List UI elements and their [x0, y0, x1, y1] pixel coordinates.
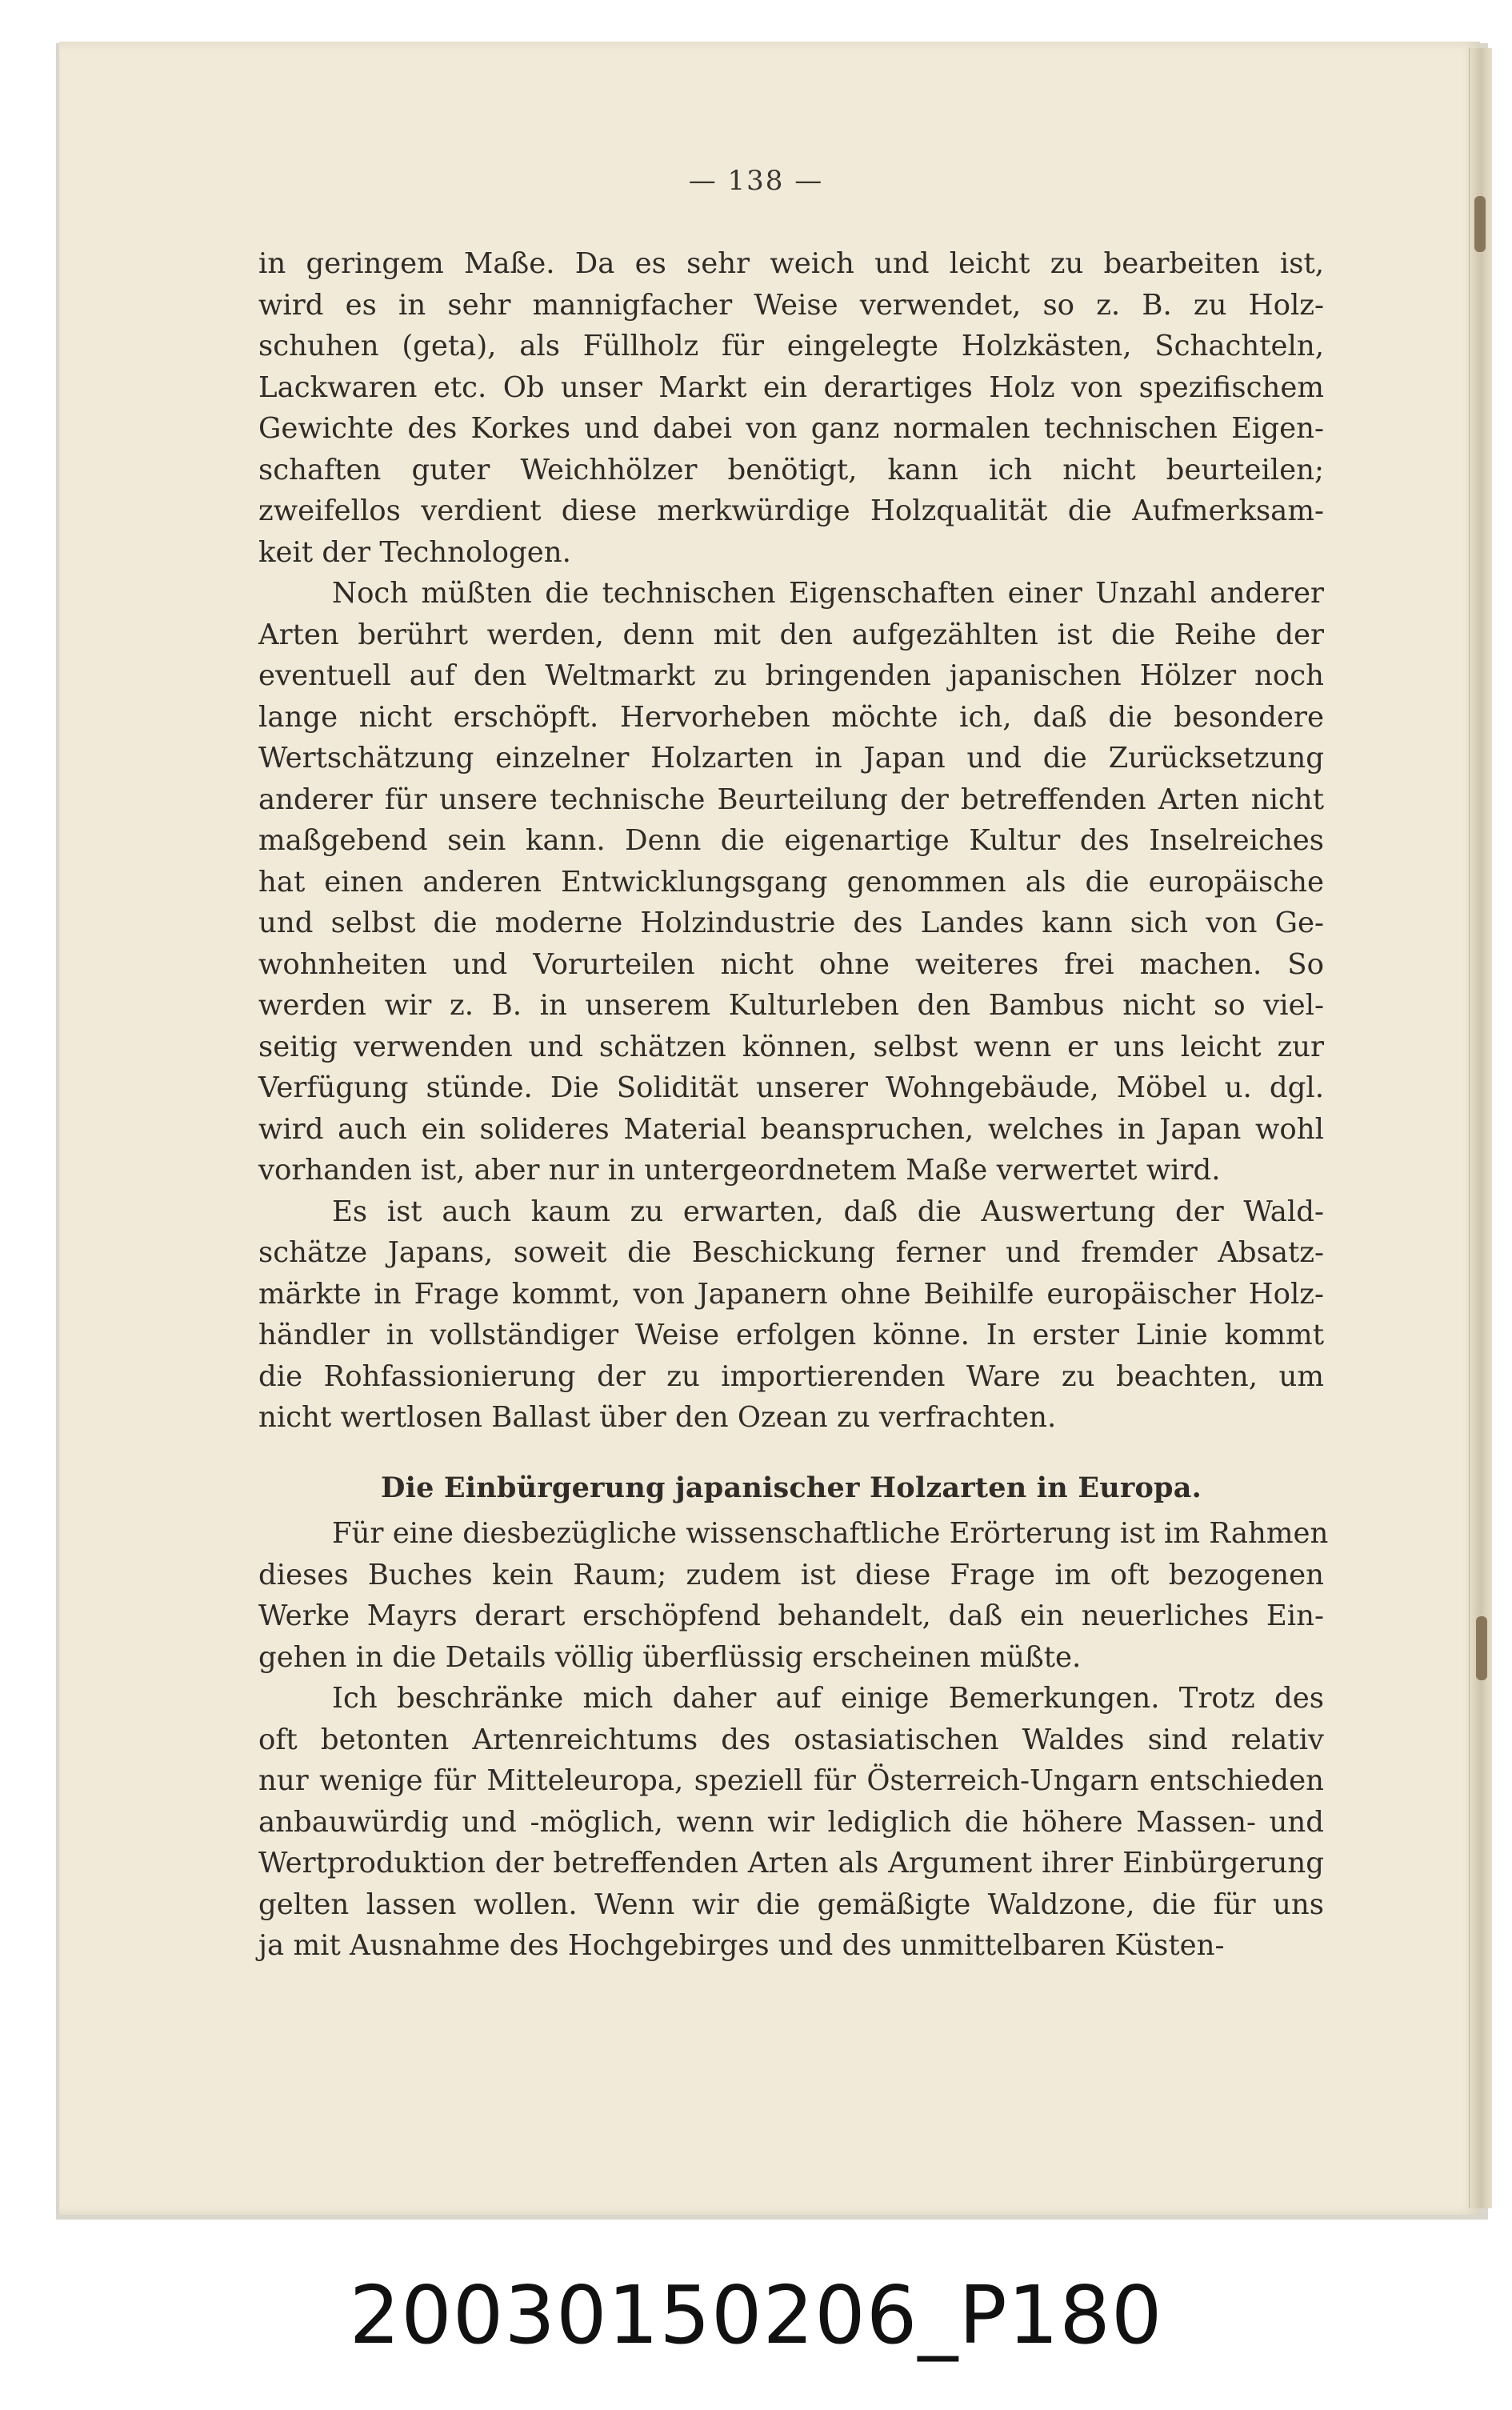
- text-line: werden wir z. B. in unserem Kulturleben den Bambus nicht so viel-: [258, 989, 1324, 1022]
- paragraph: [258, 1678, 1324, 1967]
- text-line: anbauwürdig und -möglich, wenn wir lediglich die höhere Massen- und: [258, 1805, 1324, 1839]
- text-line: gehen in die Details völlig überflüssig erscheinen müßte.: [258, 1640, 1082, 1674]
- text-line: nur wenige für Mitteleuropa, speziell für Österreich-Ungarn entschieden: [258, 1764, 1324, 1797]
- text-line: eventuell auf den Weltmarkt zu bringenden japanischen Hölzer noch: [258, 659, 1324, 692]
- archive-id-label: 20030150206_P180: [349, 2268, 1163, 2362]
- text-line: zweifellos verdient diese merkwürdige Holzqualität die Aufmerksam-: [258, 494, 1324, 527]
- text-line: lange nicht erschöpft. Hervorheben möchte ich, daß die besondere: [258, 700, 1324, 734]
- paragraph: [258, 1513, 1329, 1678]
- section-heading: Die Einbürgerung japanischer Holzarten in Europa.: [381, 1471, 1202, 1504]
- text-line: seitig verwenden und schätzen können, selbst wenn er uns leicht zur: [258, 1030, 1324, 1063]
- text-line: schuhen (geta), als Füllholz für eingelegte Holzkästen, Schachteln,: [258, 330, 1324, 362]
- text-line: Gewichte des Korkes und dabei von ganz normalen technischen Eigen-: [258, 412, 1324, 445]
- text-line: nicht wertlosen Ballast über den Ozean zu verfrachten.: [258, 1401, 1057, 1434]
- text-line: wird es in sehr mannigfacher Weise verwendet, so z. B. zu Holz-: [258, 288, 1324, 322]
- text-line: Verfügung stünde. Die Solidität unserer Wohngebäude, Möbel u. dgl.: [258, 1071, 1324, 1104]
- paragraph: [258, 243, 1324, 573]
- text-line: Werke Mayrs derart erschöpfend behandelt, daß ein neuerliches Ein-: [258, 1599, 1324, 1632]
- text-line: hat einen anderen Entwicklungsgang genommen als die europäische: [258, 865, 1324, 899]
- text-line: Für eine diesbezügliche wissenschaftliche Erörterung ist im Rahmen: [332, 1517, 1329, 1550]
- text-line: anderer für unsere technische Beurteilung der betreffenden Arten nicht: [258, 783, 1324, 816]
- text-line: Wertproduktion der betreffenden Arten als Argument ihrer Einbürgerung: [258, 1847, 1324, 1880]
- text-line: wird auch ein solideres Material beanspruchen, welches in Japan wohl: [258, 1112, 1324, 1146]
- text-line: händler in vollständiger Weise erfolgen könne. In erster Linie kommt: [258, 1319, 1324, 1351]
- text-line: dieses Buches kein Raum; zudem ist diese Frage im oft bezogenen: [258, 1558, 1324, 1591]
- text-line: schätze Japans, soweit die Beschickung ferner und fremder Absatz-: [258, 1236, 1324, 1269]
- text-line: wohnheiten und Vorurteilen nicht ohne weiteres frei machen. So: [258, 947, 1324, 981]
- text-line: gelten lassen wollen. Wenn wir die gemäßigte Waldzone, die für uns: [258, 1888, 1324, 1921]
- text-line: ja mit Ausnahme des Hochgebirges und des unmittelbaren Küsten-: [258, 1929, 1225, 1962]
- binding-stain: [1476, 1616, 1487, 1680]
- text-line: Arten berührt werden, denn mit den aufgezählten ist die Reihe der: [258, 618, 1324, 651]
- text-line: schaften guter Weichhölzer benötigt, kann ich nicht beurteilen;: [258, 453, 1324, 486]
- text-line: Es ist auch kaum zu erwarten, daß die Auswertung der Wald-: [332, 1195, 1324, 1228]
- text-line: keit der Technologen.: [258, 535, 571, 569]
- binding-stain: [1474, 196, 1486, 252]
- paragraph: [258, 1191, 1324, 1439]
- text-line: maßgebend sein kann. Denn die eigenartige Kultur des Inselreiches: [258, 824, 1324, 857]
- text-line: die Rohfassionierung der zu importierenden Ware zu beachten, um: [258, 1359, 1324, 1393]
- text-line: Wertschätzung einzelner Holzarten in Japan und die Zurücksetzung: [258, 742, 1324, 775]
- text-line: in geringem Maße. Da es sehr weich und leicht zu bearbeiten ist,: [258, 247, 1324, 280]
- page-binding-edge: [1469, 48, 1492, 2208]
- text-line: märkte in Frage kommt, von Japanern ohne Beihilfe europäischer Holz-: [258, 1277, 1324, 1311]
- text-line: oft betonten Artenreichtums des ostasiatischen Waldes sind relativ: [258, 1723, 1324, 1756]
- text-line: vorhanden ist, aber nur in untergeordnetem Maße verwertet wird.: [258, 1154, 1221, 1187]
- paragraph: [258, 573, 1324, 1191]
- text-line: Ich beschränke mich daher auf einige Bemerkungen. Trotz des: [332, 1682, 1324, 1715]
- page-number: — 138 —: [688, 165, 824, 197]
- text-line: Lackwaren etc. Ob unser Markt ein derartiges Holz von spezifischem: [258, 370, 1324, 404]
- body-text: [258, 243, 1329, 1967]
- text-line: und selbst die moderne Holzindustrie des Landes kann sich von Ge-: [258, 907, 1324, 939]
- text-line: Noch müßten die technischen Eigenschaften einer Unzahl anderer: [332, 577, 1324, 610]
